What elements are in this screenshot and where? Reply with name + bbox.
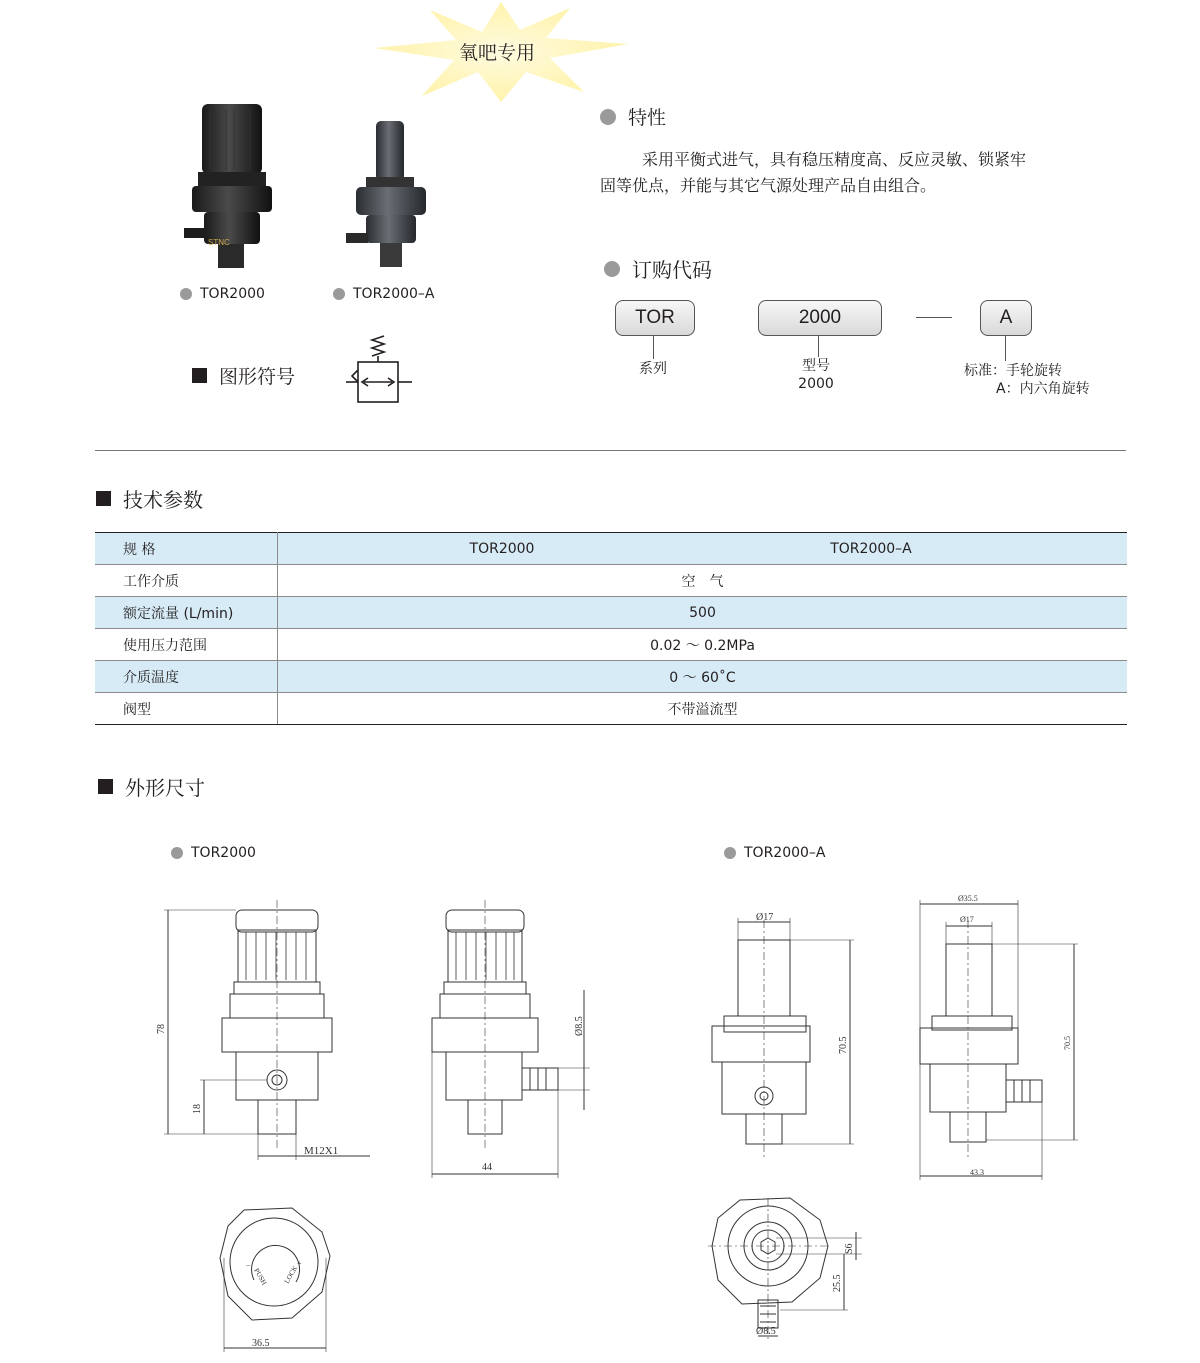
bullet-icon <box>600 109 616 125</box>
dim-label-s6: S6 <box>844 1243 855 1254</box>
features-line-2: 固等优点，并能与其它气源处理产品自由组合。 <box>600 176 937 195</box>
product-photo-tor2000-a <box>340 115 450 277</box>
table-row: 使用压力范围 0.02 ～ 0.2MPa <box>95 629 1127 661</box>
dim-label-dia-8-5: Ø8.5 <box>574 1016 585 1036</box>
dimension-title-right: TOR2000–A <box>724 845 826 861</box>
product-photo-tor2000 <box>180 100 290 276</box>
features-heading: 特性 <box>600 103 666 130</box>
dim-label-lock: LOCK <box>282 1264 300 1285</box>
table-row: 阀型 不带溢流型 <box>95 693 1127 725</box>
dim-label-78: 78 <box>156 1024 167 1034</box>
dim-label-70-5-a: 70.5 <box>838 1036 849 1054</box>
spec-table <box>95 532 1127 725</box>
table-row: 介质温度 0 ～ 60˚C <box>95 661 1127 693</box>
tech-params-heading: 技术参数 <box>96 484 203 513</box>
bullet-icon <box>180 288 192 300</box>
dimension-drawings <box>0 880 1200 1363</box>
bullet-icon <box>604 261 620 277</box>
dim-label-dia-35-5: Ø35.5 <box>958 894 978 903</box>
bullet-icon <box>724 847 736 859</box>
table-header-cell: TOR2000 TOR2000–A <box>278 533 1128 565</box>
code-box-series: TOR <box>615 300 695 336</box>
dim-label-25-5: 25.5 <box>832 1274 843 1292</box>
code-label-series: 系列 <box>639 361 667 377</box>
dim-label-plus: + <box>297 1259 302 1268</box>
drawing-tor2000-front <box>164 900 370 1160</box>
dim-label-dia-17-a: Ø17 <box>756 912 774 923</box>
dim-label-minus: − <box>246 1261 251 1270</box>
bullet-icon <box>333 288 345 300</box>
connector-line <box>653 335 654 359</box>
drawing-tor2000-bottom <box>220 1208 330 1352</box>
dimensions-heading: 外形尺寸 <box>98 772 205 801</box>
dim-label-36-5: 36.5 <box>252 1338 270 1349</box>
features-line-1: 采用平衡式进气，具有稳压精度高、反应灵敏、锁紧牢 <box>642 150 1027 169</box>
square-bullet-icon <box>98 779 113 794</box>
square-bullet-icon <box>96 491 111 506</box>
connector-line <box>1005 335 1006 361</box>
code-dash <box>916 317 952 318</box>
dim-label-70-5-b: 70.5 <box>1063 1036 1072 1050</box>
dim-label-thread: M12X1 <box>304 1145 339 1157</box>
dim-label-dia-8-5-b: Ø8.5 <box>756 1326 776 1337</box>
dim-label-43-3: 43.3 <box>970 1168 984 1177</box>
square-bullet-icon <box>192 368 207 383</box>
drawing-tor2000-a-side <box>920 900 1078 1180</box>
drawing-tor2000-a-top <box>708 1198 862 1340</box>
table-row: 工作介质 空 气 <box>95 565 1127 597</box>
regulator-symbol-icon <box>342 330 422 414</box>
code-box-model: 2000 <box>758 300 882 336</box>
code-box-option: A <box>980 300 1032 336</box>
features-text <box>600 147 1100 199</box>
product-caption-tor2000: TOR2000 <box>180 286 265 302</box>
dim-label-44: 44 <box>482 1162 492 1173</box>
banner <box>370 0 632 104</box>
dim-label-push: PUSH <box>252 1267 269 1287</box>
dim-label-dia-17-b: Ø17 <box>960 915 974 924</box>
connector-line <box>818 335 819 357</box>
dimension-title-left: TOR2000 <box>171 845 256 861</box>
product-caption-tor2000-a: TOR2000–A <box>333 286 435 302</box>
order-code-heading: 订购代码 <box>604 254 712 283</box>
brand-mark: STNC <box>208 238 230 247</box>
table-header-label: 规 格 <box>95 533 278 565</box>
code-label-option: 标准：手轮旋转 A：内六角旋转 <box>964 363 1090 397</box>
code-label-model: 型号 2000 <box>798 358 834 392</box>
drawing-tor2000-side <box>432 900 590 1178</box>
dim-label-18: 18 <box>192 1104 203 1114</box>
symbol-heading: 图形符号 <box>192 362 295 389</box>
table-row: 额定流量 (L/min) 500 <box>95 597 1127 629</box>
bullet-icon <box>171 847 183 859</box>
table-header-row <box>95 533 1127 565</box>
banner-label: 氧吧专用 <box>458 42 535 64</box>
drawing-tor2000-a-front <box>712 918 854 1160</box>
section-divider <box>95 450 1126 451</box>
